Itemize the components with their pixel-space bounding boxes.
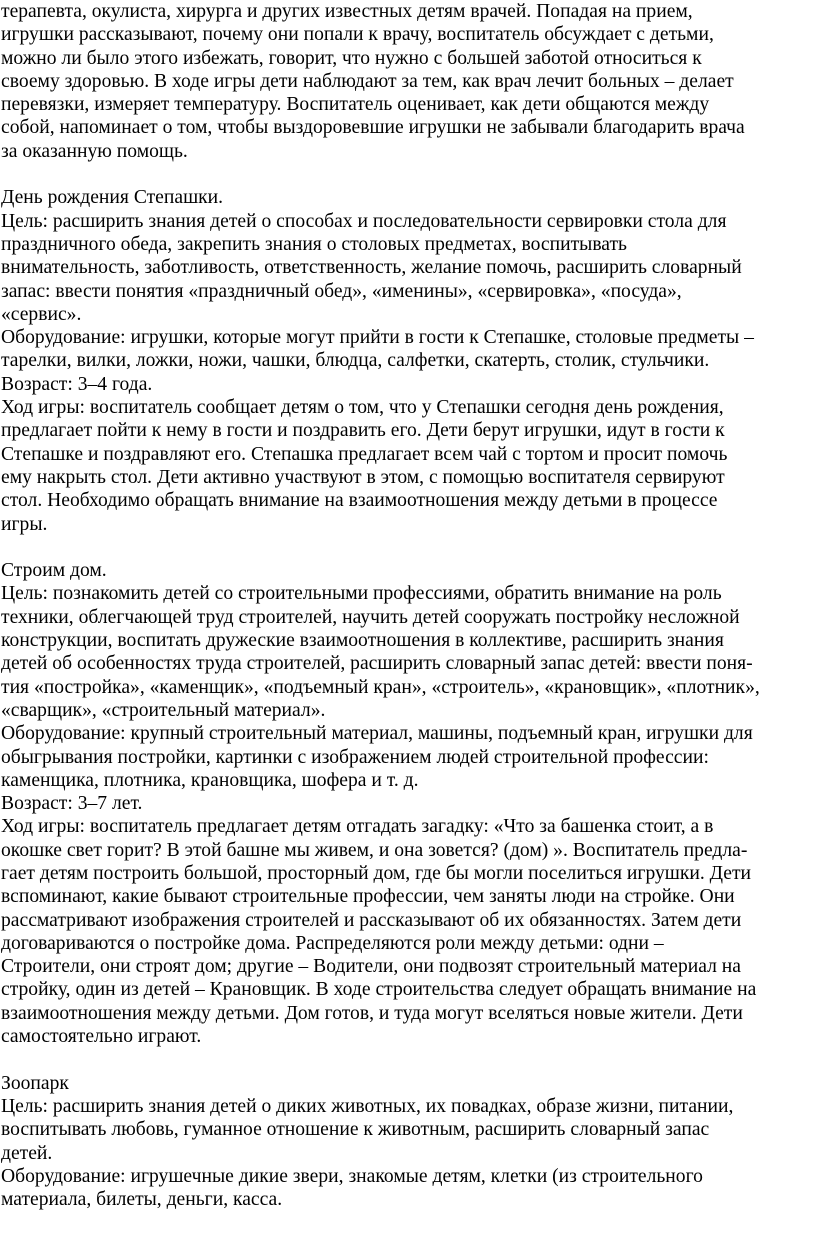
text-line: рассматривают изображения строителей и рассказывают об их обязанностях. Затем дети — [1, 909, 742, 931]
blank-line — [1, 163, 816, 186]
text-line: Возраст: 3–4 года. — [1, 373, 153, 395]
text-line: воспитывать любовь, гуманное отношение к животным, расширить словарный запас — [1, 1119, 710, 1141]
text-line: материала, билеты, деньги, касса. — [1, 1189, 283, 1211]
text-line: техники, облегчающей труд строителей, научить детей сооружать постройку несложной — [1, 606, 740, 628]
text-line: детей об особенностях труда строителей, расширить словарный запас детей: ввести поня- — [1, 653, 753, 675]
text-line: взаимоотношения между детьми. Дом готов, и туда могут вселяться новые жители. Дети — [1, 1002, 743, 1024]
section-title: Зоопарк — [1, 1072, 69, 1094]
text-line: окошке свет горит? В этой башне мы живем, и она зовется? (дом) ». Воспитатель предла- — [1, 839, 748, 861]
intro-paragraph — [1, 0, 816, 163]
text-line: можно ли было этого избежать, говорит, что нужно с большей заботой относиться к — [1, 47, 702, 69]
section-stepashka-birthday — [1, 186, 816, 535]
text-line: Степашке и поздравляют его. Степашка предлагает всем чай с тортом и просит помочь — [1, 443, 728, 465]
text-line: внимательность, заботливость, ответственность, желание помочь, расширить словарный — [1, 257, 742, 279]
text-line: своему здоровью. В ходе игры дети наблюдают за тем, как врач лечит больных – делает — [1, 70, 734, 92]
section-zoo — [1, 1072, 816, 1212]
text-line: Оборудование: крупный строительный материал, машины, подъемный кран, игрушки для — [1, 723, 753, 745]
text-line: Строители, они строят дом; другие – Водители, они подвозят строительный материал на — [1, 956, 741, 978]
section-title: День рождения Степашки. — [1, 187, 224, 209]
text-line: Оборудование: игрушки, которые могут прийти в гости к Степашке, столовые предметы – — [1, 327, 754, 349]
text-line: договариваются о постройке дома. Распределяются роли между детьми: одни – — [1, 932, 664, 954]
text-line: собой, напоминает о том, чтобы выздоровевшие игрушки не забывали благодарить врача — [1, 117, 745, 139]
text-line: Цель: познакомить детей со строительными профессиями, обратить внимание на роль — [1, 583, 722, 605]
text-line: «сервис». — [1, 303, 82, 325]
text-line: стройку, один из детей – Крановщик. В ходе строительства следует обращать внимание на — [1, 979, 757, 1001]
text-line: Ход игры: воспитатель сообщает детям о том, что у Степашки сегодня день рождения, — [1, 397, 724, 419]
text-line: тия «постройка», «каменщик», «подъемный кран», «строитель», «крановщик», «плотник», — [1, 676, 760, 698]
blank-line — [1, 536, 816, 559]
text-line: ему накрыть стол. Дети активно участвуют в этом, с помощью воспитателя сервируют — [1, 466, 725, 488]
text-line: праздничного обеда, закрепить знания о столовых предметах, воспитывать — [1, 233, 627, 255]
text-line: Цель: расширить знания детей о способах и последовательности сервировки стола для — [1, 210, 727, 232]
text-line: обыгрывания постройки, картинки с изображением людей строительной профессии: — [1, 746, 709, 768]
section-building-house — [1, 559, 816, 1048]
blank-line — [1, 1048, 816, 1071]
text-line: игры. — [1, 513, 48, 535]
text-line: перевязки, измеряет температуру. Воспитатель оценивает, как дети общаются между — [1, 94, 710, 116]
text-line: тарелки, вилки, ложки, ножи, чашки, блюдца, салфетки, скатерть, столик, стульчики. — [1, 350, 710, 372]
text-line: терапевта, окулиста, хирурга и других известных детям врачей. Попадая на прием, — [1, 1, 693, 22]
section-title: Строим дом. — [1, 560, 107, 582]
text-line: каменщика, плотника, крановщика, шофера и т. д. — [1, 769, 419, 791]
text-line: Оборудование: игрушечные дикие звери, знакомые детям, клетки (из строительного — [1, 1165, 703, 1187]
text-line: за оказанную помощь. — [1, 140, 188, 162]
text-line: игрушки рассказывают, почему они попали к врачу, воспитатель обсуждает с детьми, — [1, 24, 714, 46]
text-line: Цель: расширить знания детей о диких животных, их повадках, образе жизни, питании, — [1, 1095, 734, 1117]
text-line: предлагает пойти к нему в гости и поздравить его. Дети берут игрушки, идут в гости к — [1, 420, 725, 442]
text-line: детей. — [1, 1142, 53, 1164]
text-line: стол. Необходимо обращать внимание на взаимоотношения между детьми в процессе — [1, 490, 718, 512]
text-line: вспоминают, какие бывают строительные профессии, чем заняты люди на стройке. Они — [1, 886, 735, 908]
text-line: гает детям построить большой, просторный дом, где бы могли поселиться игрушки. Дети — [1, 862, 752, 884]
text-line: Возраст: 3–7 лет. — [1, 793, 143, 815]
text-line: Ход игры: воспитатель предлагает детям отгадать загадку: «Что за башенка стоит, а в — [1, 816, 714, 838]
text-line: запас: ввести понятия «праздничный обед», «именины», «сервировка», «посуда», — [1, 280, 682, 302]
text-line: «сварщик», «строительный материал». — [1, 699, 326, 721]
text-line: конструкции, воспитать дружеские взаимоотношения в коллективе, расширить знания — [1, 630, 724, 652]
text-line: самостоятельно играют. — [1, 1026, 202, 1048]
